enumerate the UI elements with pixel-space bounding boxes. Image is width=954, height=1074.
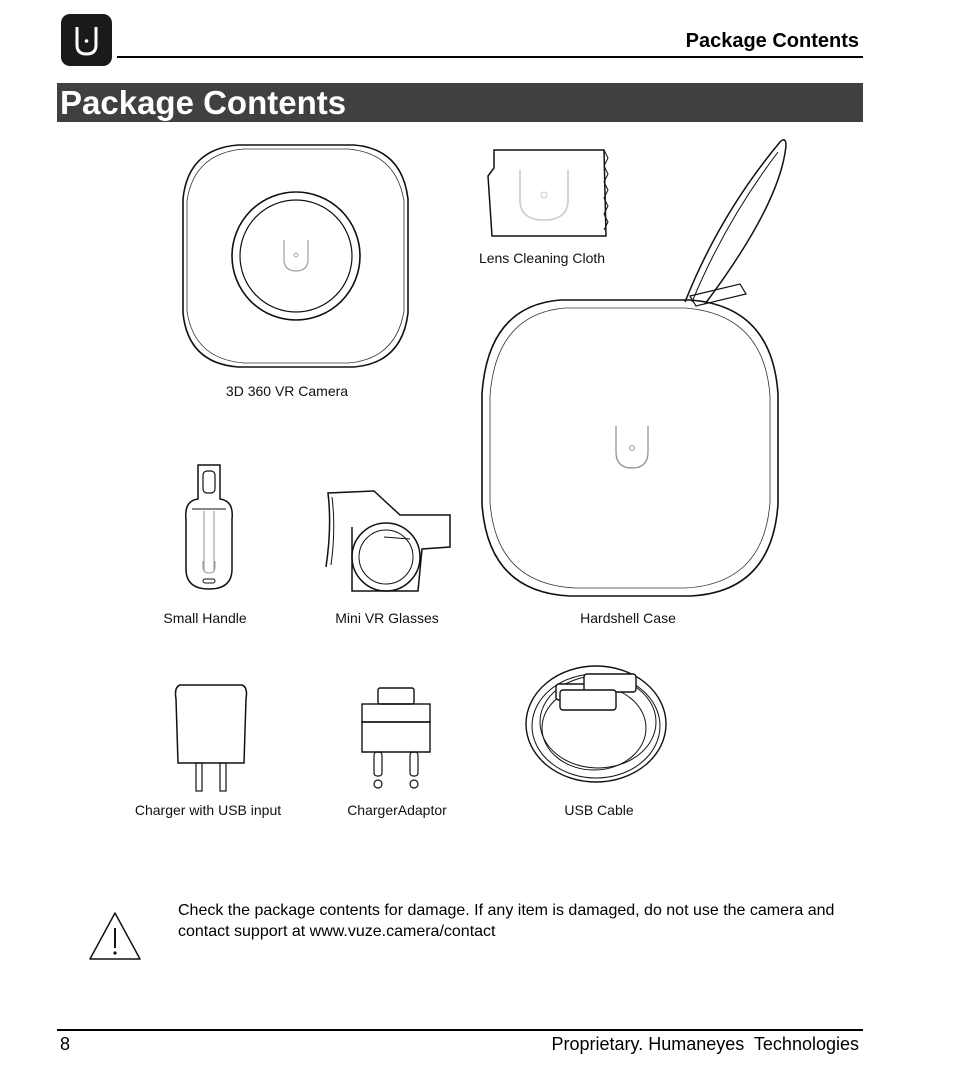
item-label: Charger with USB input [134,802,282,818]
item-label: Small Handle [163,610,247,626]
item-label: Lens Cleaning Cloth [478,250,606,266]
section-title-bar [57,83,863,122]
footer-text: Proprietary. Humaneyes Technologies [551,1034,859,1054]
hardshell-case-illustration [480,134,790,604]
item-label: Hardshell Case [580,610,676,626]
header-rule [117,56,863,58]
footer-rule [57,1029,863,1031]
charger-adaptor-illustration [360,686,432,794]
item-label: 3D 360 VR Camera [225,383,349,399]
mini-vr-glasses-illustration [322,487,452,595]
running-header: Package Contents [685,30,859,52]
section-title: Package Contents [60,84,347,121]
item-label: ChargerAdaptor [347,802,447,818]
camera-illustration [180,143,412,369]
warning-icon [87,910,143,962]
vuze-logo [61,14,112,66]
warning-text: Check the package contents for damage. If any item is damaged, do not use the camera and contact support at www.vuze.camera/contact [178,902,835,940]
small-handle-illustration [184,463,234,591]
page-number: 8 [60,1034,71,1054]
item-label: USB Cable [564,802,634,818]
item-label: Mini VR Glasses [335,610,439,626]
charger-illustration [172,683,250,795]
usb-cable-illustration [522,660,670,788]
